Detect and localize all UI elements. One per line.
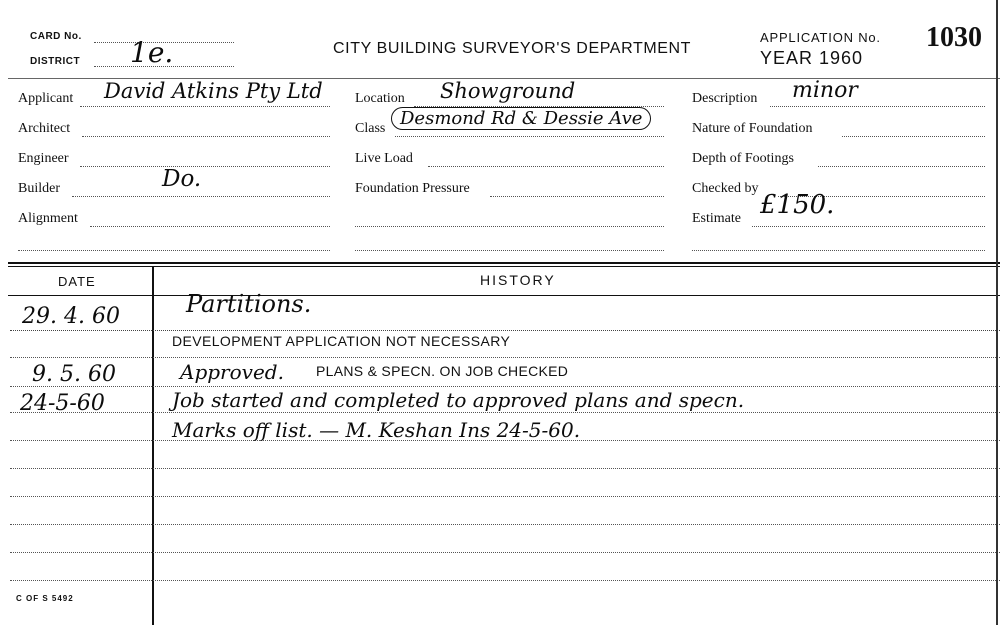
history-date: 29. 4. 60 <box>22 304 120 329</box>
live-load-label: Live Load <box>355 151 413 166</box>
fields-bottom-rule <box>8 262 1000 264</box>
class-value: Desmond Rd & Dessie Ave <box>391 107 651 130</box>
builder-line <box>72 196 330 197</box>
history-line <box>10 496 1000 497</box>
district-label: DISTRICT <box>30 56 81 67</box>
history-line <box>10 580 1000 581</box>
history-date: 9. 5. 60 <box>32 362 116 387</box>
district-value: 1e. <box>130 36 174 69</box>
history-line <box>10 357 1000 358</box>
history-line <box>10 524 1000 525</box>
estimate-value: £150. <box>760 190 835 220</box>
fields-bottom-rule-2 <box>8 266 1000 267</box>
nature-line <box>842 136 985 137</box>
description-line <box>770 106 985 107</box>
alignment-line <box>90 226 330 227</box>
alignment-label: Alignment <box>18 211 78 226</box>
history-line <box>10 412 1000 413</box>
engineer-label: Engineer <box>18 151 69 166</box>
location-label: Location <box>355 91 405 106</box>
depth-line <box>818 166 985 167</box>
date-column-header: DATE <box>58 274 96 289</box>
plans-checked-stamp: PLANS & SPECN. ON JOB CHECKED <box>316 363 569 379</box>
location-value: Showground <box>440 79 576 103</box>
estimate-line <box>752 226 985 227</box>
applicant-value: David Atkins Pty Ltd <box>104 79 323 103</box>
blank-line-col2b <box>355 250 664 251</box>
history-entry: DEVELOPMENT APPLICATION NOT NECESSARY <box>172 333 511 349</box>
history-entry: Partitions. <box>186 290 312 318</box>
class-line <box>395 136 664 137</box>
checked-by-label: Checked by <box>692 181 759 196</box>
date-column-divider <box>152 267 154 625</box>
history-line <box>10 552 1000 553</box>
depth-of-footings-label: Depth of Footings <box>692 151 794 166</box>
description-value: minor <box>792 78 858 103</box>
architect-label: Architect <box>18 121 71 136</box>
history-entry: Marks off list. — M. Keshan Ins 24-5-60. <box>172 418 581 442</box>
form-number: C OF S 5492 <box>16 594 74 603</box>
foundation-pressure-label: Foundation Pressure <box>355 181 470 196</box>
card-right-edge <box>996 0 998 625</box>
builder-value: Do. <box>162 166 202 192</box>
year-label: YEAR 1960 <box>760 48 864 68</box>
blank-line-col3 <box>692 250 985 251</box>
description-label: Description <box>692 91 758 106</box>
blank-line-col2 <box>355 226 664 227</box>
architect-line <box>82 136 330 137</box>
history-date: 24-5-60 <box>20 391 105 416</box>
history-line <box>10 330 1000 331</box>
department-title: CITY BUILDING SURVEYOR'S DEPARTMENT <box>333 40 692 57</box>
history-line <box>10 386 1000 387</box>
history-entry: Job started and completed to approved plans and specn. <box>172 388 745 412</box>
card-no-label: CARD No. <box>30 31 82 42</box>
history-column-header: HISTORY <box>480 272 556 288</box>
builder-label: Builder <box>18 181 60 196</box>
table-header-rule <box>8 295 1000 296</box>
application-no: 1030 <box>926 22 982 53</box>
class-label: Class <box>355 121 386 136</box>
blank-line-col1 <box>18 250 330 251</box>
live-load-line <box>428 166 664 167</box>
application-no-label: APPLICATION No. <box>760 30 881 45</box>
nature-of-foundation-label: Nature of Foundation <box>692 121 813 136</box>
estimate-label: Estimate <box>692 211 741 226</box>
history-line <box>10 468 1000 469</box>
engineer-line <box>80 166 330 167</box>
applicant-line <box>80 106 330 107</box>
history-entry: Approved. <box>180 360 284 384</box>
applicant-label: Applicant <box>18 91 74 106</box>
foundation-pressure-line <box>490 196 664 197</box>
